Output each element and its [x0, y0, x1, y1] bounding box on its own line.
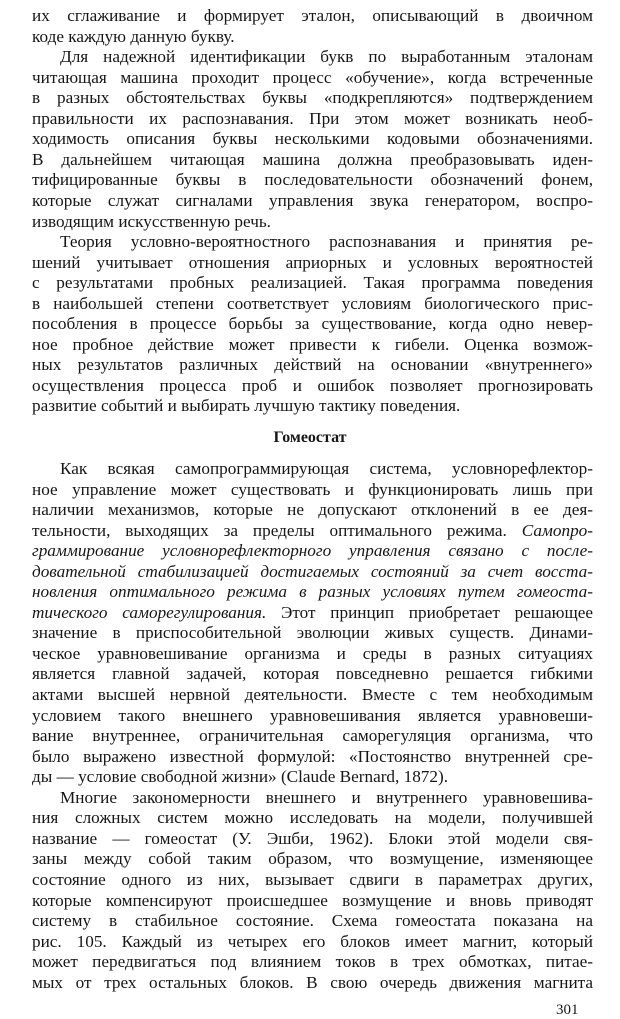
text-line: довательной стабилизацией достигаемых состояний за счет восста- [32, 562, 593, 581]
text-line: Многие закономерности внешнего и внутреннего уравновешива- [60, 788, 593, 807]
text-line: название — гомеостат (У. Эшби, 1962). Блоки этой модели свя- [32, 829, 593, 848]
text-line: наличии механизмов, которые не допускают отклонений в ее дея- [32, 500, 593, 519]
text-line: правильности их распознавания. При этом может возникать необ- [32, 109, 593, 128]
text-line: которые служат сигналами управления звука генератором, воспро- [32, 191, 593, 210]
text-line: ды — условие свободной жизни» (Claude Bernard, 1872). [32, 767, 448, 786]
text-line: их сглаживание и формирует эталон, описывающий в двоичном [32, 6, 593, 25]
text-line: ное пробное действие может привести к гибели. Оценка возмож- [32, 335, 593, 354]
page-number: 301 [556, 1002, 579, 1018]
text-line: В дальнейшем читающая машина должна преобразовывать иден- [32, 150, 593, 169]
text-line: ходимость описания буквы несколькими кодовыми обозначениями. [32, 129, 593, 148]
text-line: шений учитывает отношения априорных и условных вероятностей [32, 253, 593, 272]
text-run: Этот принцип приобретает решающее [281, 603, 593, 622]
text-line: тифицированные буквы в последовательности обозначений фонем, [32, 170, 593, 189]
text-line [32, 603, 593, 623]
text-run: тельности, выходящих за пределы оптимального режима. [32, 521, 507, 540]
text-line: является главной задачей, которая повседневно решается гибкими [32, 664, 593, 683]
text-line: в наибольшей степени соответствует условиям биологического прис- [32, 294, 593, 313]
text-line: актами высшей нервной деятельности. Вместе с тем необходимым [32, 685, 593, 704]
text-line: с результатами пробных реализацией. Такая программа поведения [32, 273, 593, 292]
text-line: ния сложных систем можно исследовать на модели, получившей [32, 808, 593, 827]
text-line: осуществления процесса проб и ошибок позволяет прогнозировать [32, 376, 593, 395]
text-line: Теория условно-вероятностного распознавания и принятия ре- [60, 232, 593, 251]
italic-run: тического саморегулирования. [32, 603, 267, 622]
text-line: ных результатов различных действий на основании «внутреннего» [32, 355, 593, 374]
text-line: Для надежной идентификации букв по выработанным эталонам [60, 47, 593, 66]
text-line: ческое уравновешивание организма и среды в разных ситуациях [32, 644, 593, 663]
text-line: рис. 105. Каждый из четырех его блоков имеет магнит, который [32, 932, 593, 951]
text-line: пособления в процессе борьбы за существование, когда одно невер- [32, 314, 593, 333]
text-line: систему в стабильное состояние. Схема гомеостата показана на [32, 911, 593, 930]
text-line: ное управление может существовать и функционировать лишь при [32, 480, 593, 499]
text-line: граммирование условнорефлекторного управления связано с после- [32, 541, 593, 560]
text-line: Как всякая самопрограммирующая система, условнорефлектор- [60, 459, 593, 478]
text-line: развитие событий и выбирать лучшую тактику поведения. [32, 396, 461, 415]
text-line: мых от трех остальных блоков. В свою очередь движения магнита [32, 973, 593, 992]
text-line: которые компенсируют происшедшее возмущение и вновь приводят [32, 891, 593, 910]
italic-run: Самопро- [521, 521, 593, 540]
text-line: состояние одного из них, вызывает сдвиги в параметрах других, [32, 870, 593, 889]
text-line: может передвигаться под влиянием токов в трех обмотках, питае- [32, 952, 593, 971]
text-line [32, 521, 593, 541]
text-line: было выражено известной формулой: «Постоянство внутренней сре- [32, 747, 593, 766]
text-line: значение в приспособительной эволюции живых существ. Динами- [32, 623, 593, 642]
section-heading: Гомеостат [273, 429, 347, 446]
text-line: условием такого внешнего уравновешивания является уравновеши- [32, 706, 593, 725]
text-line: заны между собой таким образом, что возмущение, изменяющее [32, 849, 593, 868]
text-line: коде каждую данную букву. [32, 27, 235, 46]
text-line: в разных обстоятельствах буквы «подкрепляются» подтверждением [32, 88, 593, 107]
text-line: изводящим искусственную речь. [32, 212, 271, 231]
text-line: новления оптимального режима в разных условиях путем гомеоста- [32, 582, 593, 601]
text-line: читающая машина проходит процесс «обучение», когда встреченные [32, 68, 593, 87]
text-line: вание внутреннее, ограничительная саморегуляция организма, что [32, 726, 593, 745]
